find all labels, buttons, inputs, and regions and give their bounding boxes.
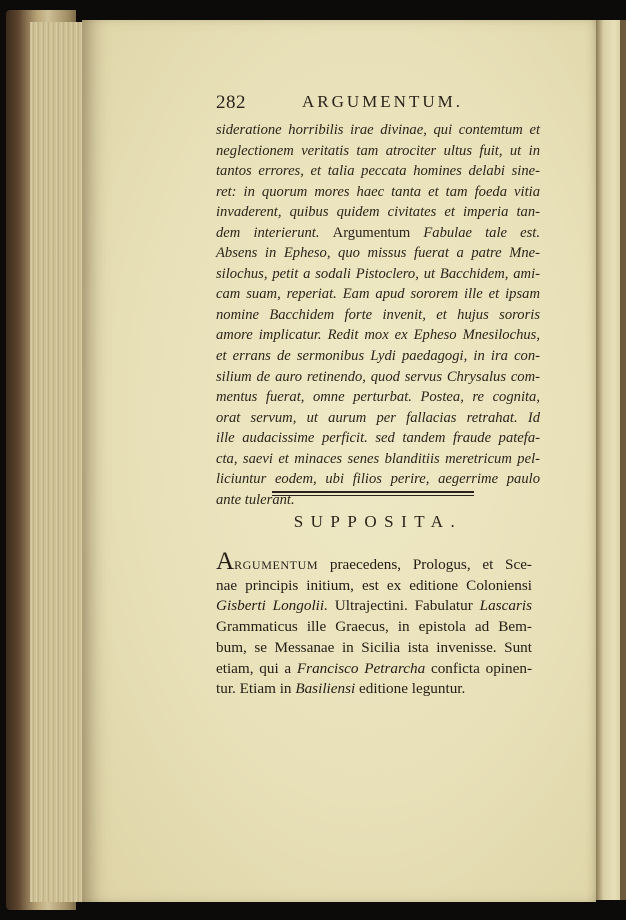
facing-page-shadow [620,20,626,900]
supposita-italic: Gisberti Longolii. [216,597,328,615]
argument-line: orat servum, ut aurum per fallacias retrahat. Id [216,409,540,426]
argument-text [216,120,540,510]
argument-line: neglectionem veritatis tam atrociter ultus fuit, ut in [216,142,540,159]
supposita-italic: Lascaris [479,597,532,615]
supposita-line [216,679,532,700]
argument-line: ret: in quorum mores haec tanta et tam foeda vitia [216,183,540,200]
page-stack-edge [30,22,90,902]
argument-line: Absens in Epheso, quo missus fuerat a patre Mne- [216,245,540,262]
argument-line: cam suam, reperiat. Eam apud sororem ille et ipsam [216,286,540,303]
supposita-line [216,596,532,617]
supposita-line: Grammaticus ille Graecus, in epistola ad Bem- [216,618,532,636]
supposita-fragment: Ultrajectini. Fabulatur [327,597,473,615]
argument-line: silochus, petit a sodali Pistoclero, ut Bacchidem, ami- [216,265,540,282]
argument-line: mentus fuerat, omne perturbat. Postea, re cognita, [216,389,540,406]
supposita-fragment: conficta opinen- [430,659,533,677]
supposita-fragment: tur. Etiam in [216,680,292,698]
argument-line: liciuntur eodem, ubi filios perire, aegerrime paulo [216,471,540,488]
argument-line: sideratione horribilis irae divinae, qui contemtum et [216,122,540,138]
argument-line: nomine Bacchidem forte invenit, et hujus sororis [216,306,540,323]
argument-line: tantos errores, et talia peccata homines delabi sine- [216,163,540,180]
supposita-fragment: etiam, qui a [216,659,292,677]
running-head: ARGUMENTUM. [302,92,463,111]
argument-line: ante tulerant. [216,491,295,508]
argument-line: ille audacissime perficit. sed tandem fraude patefa- [216,430,540,447]
argument-line: invaderent, quibus quidem civitates et imperia tan- [216,204,540,221]
argument-line: silium de auro retinendo, quod servus Chrysalus com- [216,368,540,385]
drop-cap: A [216,548,235,575]
section-divider-rule [272,491,474,496]
argument-line: cta, saevi et minaces senes blanditiis meretricum pel- [216,450,540,467]
supposita-line [216,548,532,576]
supposita-fragment: praecedens, Prologus, et Sce- [318,556,532,573]
argument-fragment: Fabulae tale est. [423,224,540,241]
argument-line-mixed [216,223,540,244]
section-heading: SUPPOSITA. [293,512,463,531]
argument-fragment: dem interierunt. [216,224,320,241]
smallcaps-word: RGUMENTUM [234,558,319,572]
page-number: 282 [216,92,246,113]
supposita-text [216,548,533,700]
supposita-italic: Basiliensi [295,680,356,698]
argument-line: amore implicatur. Redit mox ex Epheso Mnesilochus, [216,327,540,344]
supposita-line: nae principis initium, est ex editione Coloniensi [216,576,532,594]
supposita-line [216,659,532,680]
supposita-line: bum, se Messanae in Sicilia ista invenisse. Sunt [216,638,532,656]
page-header [216,92,536,116]
supposita-fragment: editione leguntur. [359,680,466,698]
argument-line: et errans de sermonibus Lydi paedagogi, in ira con- [216,348,540,365]
supposita-italic: Francisco Petrarcha [296,659,426,677]
argument-upright-word: Argumentum [332,224,411,241]
